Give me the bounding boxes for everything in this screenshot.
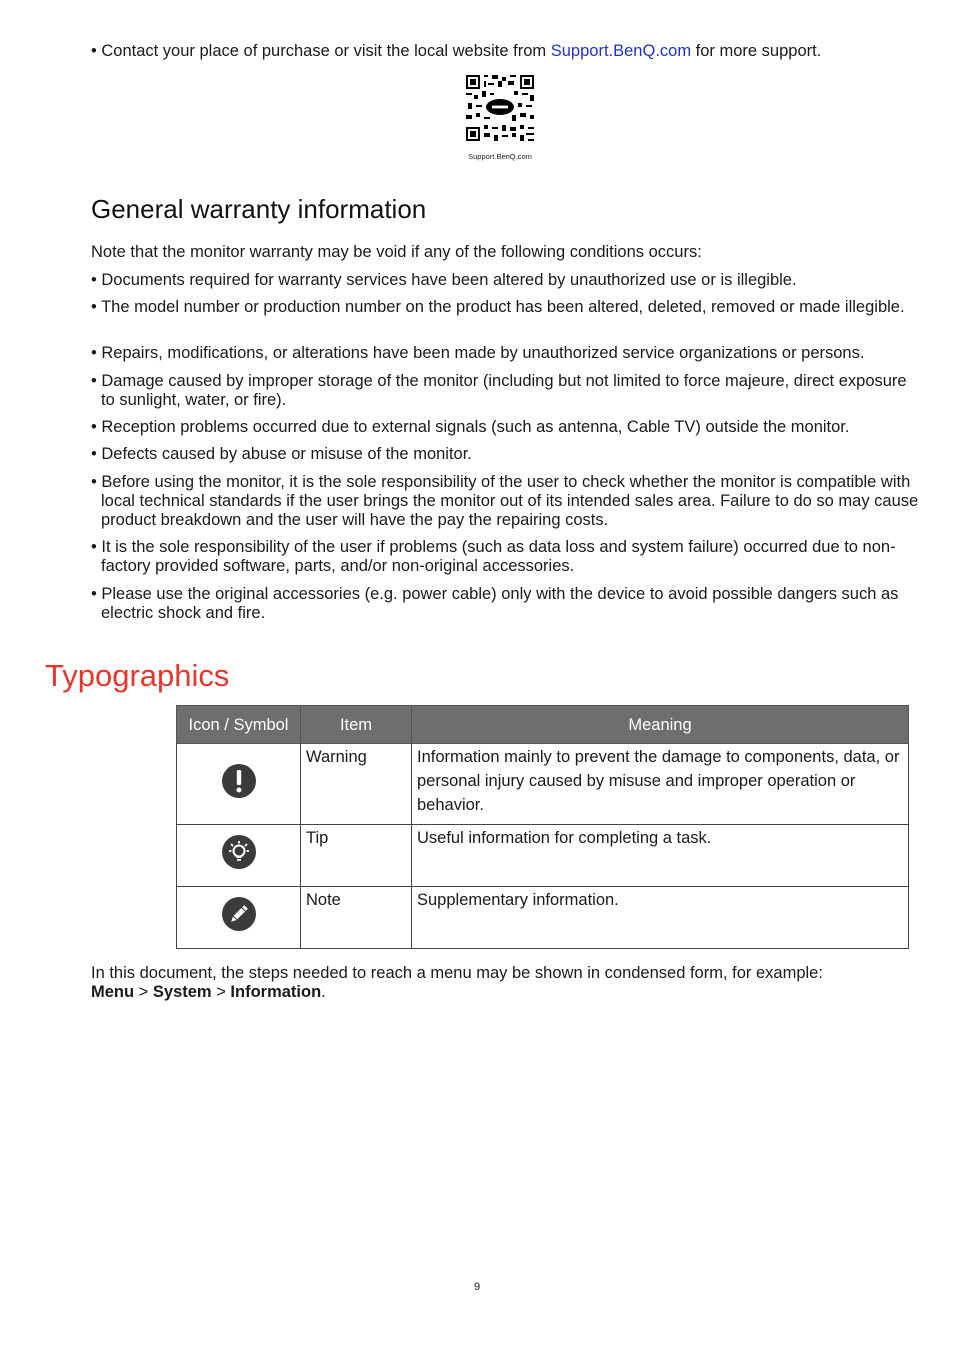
list-item [91,344,921,363]
menu-path-intro: In this document, the steps needed to reach a menu may be shown in condensed form, for example: [91,964,823,982]
menu-path-example [91,983,921,1002]
meaning-cell: Information mainly to prevent the damage to components, data, or personal injury caused by misuse and improper operation or behavior. [412,744,909,825]
column-header-icon: Icon / Symbol [177,706,301,744]
support-line [91,42,921,61]
qr-code-block [463,73,537,161]
meaning-cell: Supplementary information. [412,887,909,949]
typographics-table [176,705,909,949]
list-item-text: • Before using the monitor, it is the sole responsibility of the user to check whether the monitor is compatible with local technical standards if the user brings the monitor out of its intended sales area. Failure to do so may cause product breakdown and the user will have the pay the repairing costs. [91,473,919,529]
table-row [177,744,909,825]
item-cell: Warning [301,744,412,825]
list-item-text: • It is the sole responsibility of the user if problems (such as data loss and system failure) occurred due to non-factory provided software, parts, and/or non-original accessories. [91,538,896,575]
column-header-meaning: Meaning [412,706,909,744]
table-row [177,825,909,887]
list-item [91,538,921,576]
list-item-text: • Please use the original accessories (e.g. power cable) only with the device to avoid possible dangers such as electric shock and fire. [91,585,899,622]
icon-cell [177,825,301,887]
list-item [91,445,921,464]
qr-code [464,73,536,143]
menu-path-separator: > [134,983,153,1001]
menu-path-information: Information [230,983,322,1001]
menu-path-note [91,964,921,1002]
column-header-item: Item [301,706,412,744]
table-row [177,887,909,949]
list-item-text: • Defects caused by abuse or misuse of the monitor. [91,445,472,463]
list-item-text: • Repairs, modifications, or alterations have been made by unauthorized service organizations or persons. [91,344,865,362]
warranty-heading: General warranty information [91,194,427,224]
table-header-row [177,706,909,744]
menu-path-system: System [152,983,212,1001]
item-cell: Tip [301,825,412,887]
list-item [91,473,921,530]
menu-path-end: . [321,983,326,1001]
support-prefix: • Contact your place of purchase or visit the local website from [91,42,551,60]
list-item [91,372,921,410]
menu-path-menu: Menu [91,983,135,1001]
support-link[interactable]: Support.BenQ.com [550,42,692,60]
list-item-text: • Documents required for warranty services have been altered by unauthorized use or is illegible. [91,271,797,289]
tip-icon [221,834,257,870]
page-number: 9 [473,1281,481,1293]
menu-path-separator: > [211,983,231,1001]
qr-caption: Support.BenQ.com [468,152,532,161]
note-icon [221,896,257,932]
list-item [91,298,921,317]
warranty-intro: Note that the monitor warranty may be void if any of the following conditions occurs: [91,243,702,261]
support-suffix: for more support. [691,42,822,60]
icon-cell [177,744,301,825]
meaning-cell: Useful information for completing a task. [412,825,909,887]
list-item [91,585,921,623]
warning-icon [221,763,257,799]
item-cell: Note [301,887,412,949]
list-item [91,418,921,437]
icon-cell [177,887,301,949]
list-item-text: • The model number or production number on the product has been altered, deleted, removed or made illegible. [91,298,905,316]
list-item-text: • Damage caused by improper storage of the monitor (including but not limited to force majeure, direct exposure to sunlight, water, or fire). [91,372,907,409]
typographics-heading: Typographics [45,658,230,693]
list-item [91,271,921,290]
list-item-text: • Reception problems occurred due to external signals (such as antenna, Cable TV) outside the monitor. [91,418,850,436]
